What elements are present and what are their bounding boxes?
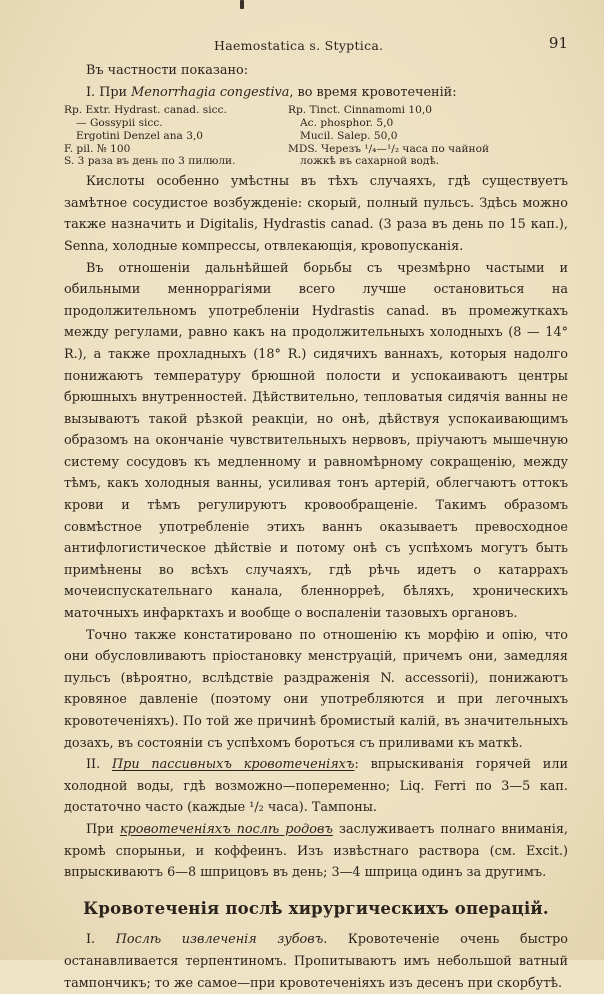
section-heading: Кровотеченія послѣ хирургическихъ операцій. [83, 898, 549, 918]
rx-right-2: Ac. phosphor. 5,0 [300, 116, 394, 129]
running-header [64, 34, 568, 60]
paragraph-baths: Въ отношеніи дальнѣйшей борьбы съ чрезмѣрно частыми и обильными менноррагіями всего лучше остановиться на продолжительномъ употребленіи Hydrastis canad. въ промежуткахъ между регулами, равно какъ на продолжительныхъ холодныхъ (8 — 14° R.), а также прохладныхъ (18° R.) сидячихъ ваннахъ, которыя надолго понижаютъ температуру брюшной полости и успокаиваютъ центры брюшныхъ внутренностей. Дѣйствительно, тепловатыя сидячія ванны не вызываютъ такой рѣзкой реакціи, но онѣ, дѣйствуя успокаивающимъ образомъ на окончаніе чувствительныхъ нервовъ, пріучаютъ мышечную систему сосудовъ къ медленному и равномѣрному сокращенію, между тѣмъ, какъ холодныя ванны, усиливая тонъ артерій, облегчаютъ оттокъ крови и тѣмъ регулируютъ кровообращеніе. Такимъ образомъ совмѣстное употребленіе этихъ ваннъ оказываетъ превосходное антифлогистическое дѣйствіе и потому онѣ съ успѣхомъ могутъ быть примѣнены во всѣхъ случаяхъ, гдѣ рѣчь идетъ о катаррахъ мочеиспускательнаго канала, бленноррeѣ, бѣляхъ, хроническихъ маточныхъ инфарктахъ и вообще о воспаленіи тазовыхъ органовъ. [64, 260, 568, 622]
section-1-term: Menorrhagia congestiva [131, 84, 290, 100]
section-3-term: кровотеченіяхъ послѣ родовъ [119, 821, 333, 837]
rx-right-1: Rp. Tinct. Cinnamomi 10,0 [288, 104, 432, 117]
section-1-label: I. При [86, 84, 132, 100]
section-4-label: I. [86, 932, 116, 948]
section-4-rest: . Кровотеченіе очень быстро останавливается терпентиномъ. Пропитываютъ имъ небольшой ватный тампончикъ; то же самое—при кровотеченіяхъ изъ десенъ при скорбутѣ. [64, 932, 568, 991]
rx-left-5: S. 3 раза въ день по 3 пилюли. [64, 155, 236, 168]
section-2-rest: : впрыскиванія горячей или холодной воды, гдѣ возможно—попеременно; Liq. Ferri по 3—5 кап. достаточно часто (каждые ¹/₂ часа). Тампоны. [64, 757, 568, 816]
section-2-term: При пассивныхъ кровотеченіяхъ [112, 757, 355, 773]
paragraph-acids: Кислоты особенно умѣстны въ тѣхъ случаяхъ, гдѣ существуетъ замѣтное сосудистое возбужденіе: скорый, полный пульсъ. Здѣсь можно также назначить и Digitalis, Hydrastis canad. (3 раза въ день по 15 кап.), Senna, холодные компрессы, отвлекающія, кровопусканія. [64, 174, 568, 254]
rx-left-2: — Gossypii sicc. [76, 116, 163, 129]
section-3-lead: При [86, 821, 120, 837]
intro-line: Въ частности показано: [86, 63, 249, 78]
prescriptions [64, 104, 568, 168]
rx-left-1: Rp. Extr. Hydrast. canad. sicc. [64, 104, 227, 117]
ink-mark [240, 0, 244, 9]
section-1-line [64, 82, 568, 104]
section-1-rest: , во время кровотеченій: [289, 84, 457, 100]
section-4-paragraph [64, 929, 568, 994]
section-2-paragraph [64, 754, 568, 819]
rx-right-4: MDS. Черезъ ¹/₄—¹/₂ часа по чайной [288, 142, 490, 155]
paragraph-morphine: Точно также констатировано по отношенію къ морфію и опію, что они обусловливаютъ пріостановку менструацій, причемъ они, замедляя пульсъ (вѣроятно, вслѣдствіе раздраженія N. accessorii), понижаютъ кровяное давленіе (поэтому они употребляются и при легочныхъ кровотеченіяхъ). По той же причинѣ бромистый калій, въ значительныхъ дозахъ, въ состояніи съ успѣхомъ бороться съ приливами къ маткѣ. [64, 627, 568, 751]
section-3-paragraph [64, 819, 568, 884]
section-4-term: Послѣ извлеченія зубовъ [115, 932, 324, 948]
page-body [64, 60, 568, 994]
rx-left-3: Ergotini Denzel ana 3,0 [76, 129, 204, 142]
running-title: Haemostatica s. Styptica. [214, 38, 384, 53]
page-number: 91 [548, 34, 568, 52]
rx-left-4: F. pil. № 100 [64, 142, 131, 155]
section-2-label: II. [86, 757, 113, 773]
rx-right-3: Mucil. Salep. 50,0 [300, 129, 398, 142]
rx-right-5: ложкѣ въ сахарной водѣ. [300, 155, 440, 168]
section-3-rest: заслуживаетъ полнаго вниманія, кромѣ спорыньи, и коффеинъ. Изъ извѣстнаго раствора (см. Excit.) впрыскиваютъ 6—8 шприцовъ въ день; 3—4 шприца одинъ за другимъ. [64, 821, 568, 881]
